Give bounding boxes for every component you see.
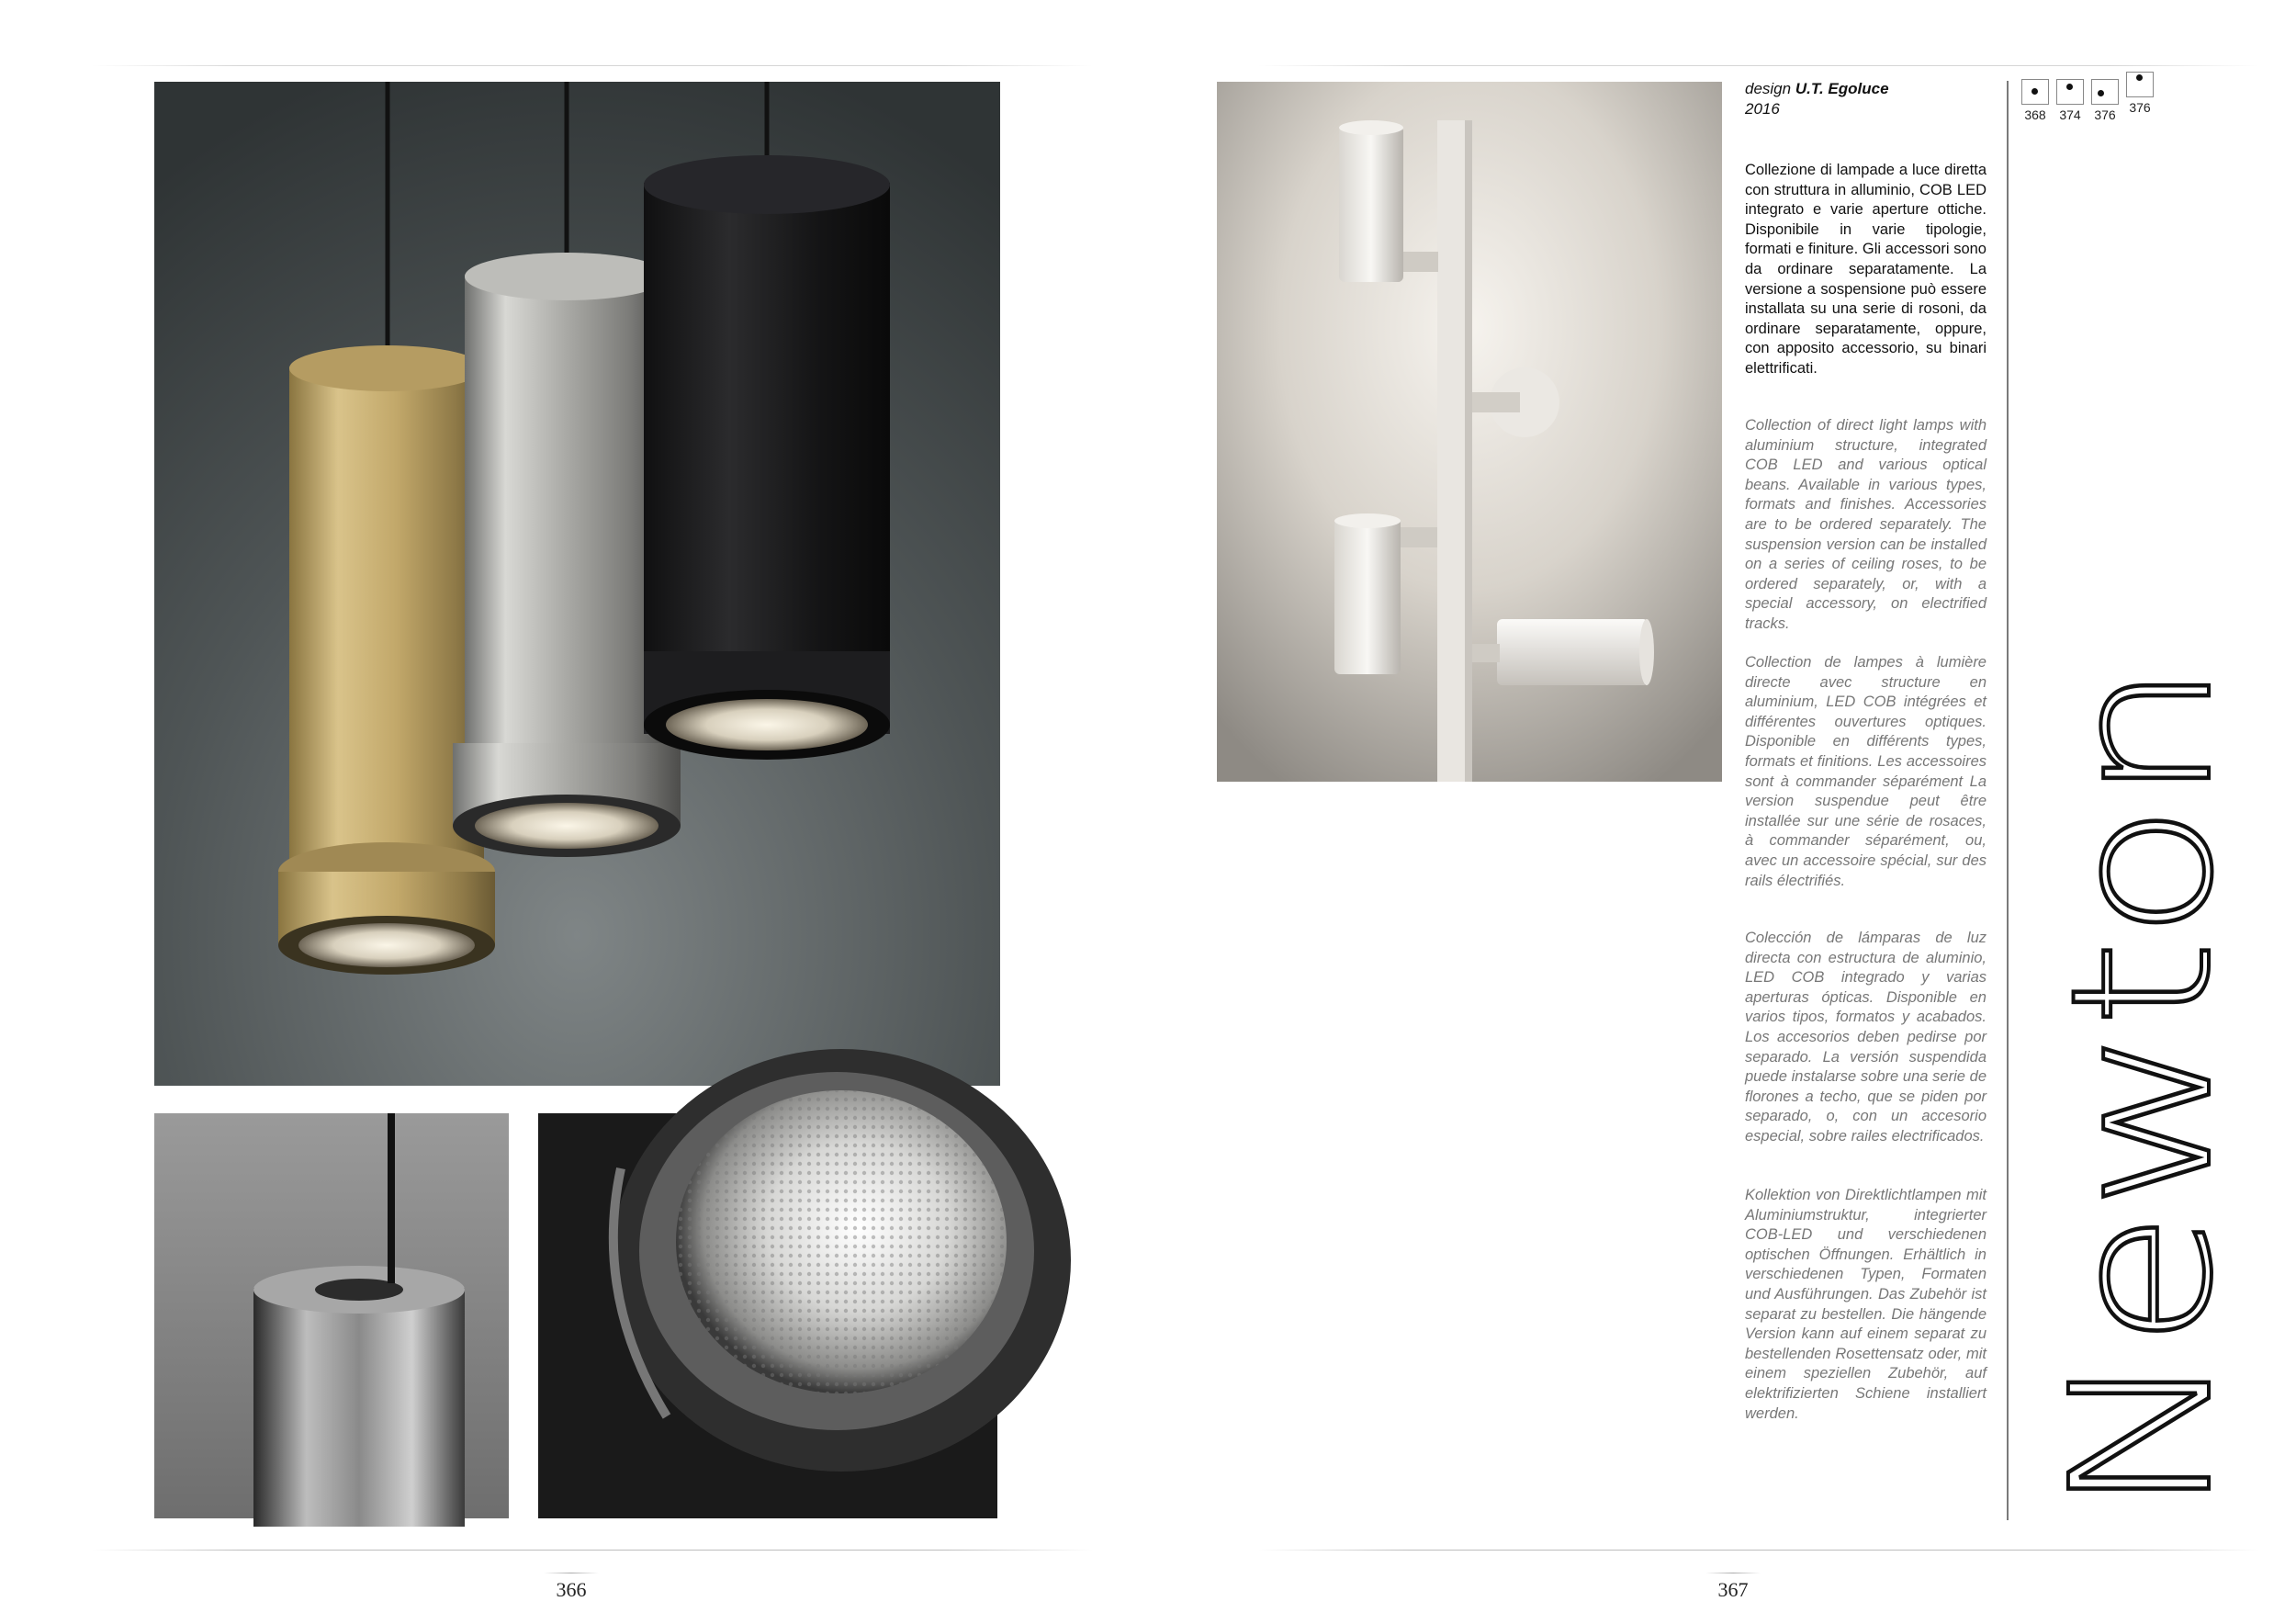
design-prefix: design: [1745, 80, 1792, 97]
photo-wall-spotlights: [1217, 82, 1722, 782]
product-title-vertical: [2011, 634, 2255, 1525]
description-italian: Collezione di lampade a luce diretta con struttura in alluminio, COB LED integrato e varie aperture ottiche. Disponibile in varie tipologie, formati e finiture. Gli accessori sono da ordinare separatamente. La versione a sospensione può essere installata su una serie di rosoni, da ordinare separatamente, oppure, con apposito accessorio, su binari elettrificati.: [1745, 162, 1986, 377]
page-number-right: 367: [1678, 1578, 1788, 1602]
page-number-left: 366: [516, 1578, 626, 1602]
description-french: Collection de lampes à lumière directe avec structure en aluminium, LED COB intégrées et différentes ouvertures optiques. Disponible en différents types, formats et finitions. Les accessoires sont à commander séparément La version suspendue peut être installée sur une série de rosaces, à commander séparément, ou, avec un accessoire spécial, sur des rails électrifiés.: [1745, 654, 1986, 889]
ceiling-lamp-icon: [2056, 79, 2084, 105]
top-rule-right: [1258, 65, 2259, 66]
bottom-rule-left: [92, 1550, 1093, 1551]
icon-page-ref-1: 368: [2024, 107, 2046, 122]
suspension-lamp-icon: [2021, 79, 2049, 105]
icon-cell-3: [2090, 79, 2120, 122]
icon-cell-4: [2125, 79, 2155, 122]
description-spanish: Colección de lámparas de luz directa con estructura de aluminio, LED COB integrado y varias aperturas ópticas. Disponible en varios tipos, formatos y acabados. Los accesorios deben pedirse por separado. La versión suspendida puede instalarse sobre una serie de florones a techo, que se piden por separado, o, con un accesorio especial, sobre railes electrificados.: [1745, 930, 1986, 1145]
wall-lamp-icon: [2091, 79, 2119, 105]
description-german: Kollektion von Direktlichtlampen mit Aluminiumstruktur, integrierter COB-LED und verschiedenen optischen Öffnungen. Erhältlich in verschiedenen Typen, Formaten und Ausführungen. Das Zubehör ist separat zu bestellen. Die hängende Version kann auf einem separat zu bestellenden Rosettensatz oder, mit einem speziellen Zubehör, auf elektrifizierten Schiene installiert werden.: [1745, 1187, 1986, 1422]
track-lamp-icon: [2126, 72, 2154, 97]
icon-page-ref-2: 374: [2059, 107, 2081, 122]
product-type-icons: [2020, 79, 2155, 122]
icon-cell-1: [2020, 79, 2050, 122]
design-year: 2016: [1745, 100, 1780, 118]
icon-page-ref-3: 376: [2094, 107, 2116, 122]
column-divider: [2007, 81, 2009, 1520]
icon-page-ref-4: 376: [2129, 100, 2151, 115]
bottom-rule-right: [1258, 1550, 2259, 1551]
icon-cell-2: [2055, 79, 2085, 122]
detail-photo-top-of-lamp: [154, 1113, 509, 1518]
product-title: Newton: [2030, 779, 2255, 1516]
description-english: Collection of direct light lamps with aluminium structure, integrated COB LED and various optical beans. Available in various types, formats and finishes. Accessories are to be ordered separately. The suspension version can be installed on a series of ceiling roses, to be ordered separately, or, with a special accessory, on electrified tracks.: [1745, 417, 1986, 632]
detail-photo-lens-closeup: [538, 1113, 997, 1518]
designer-credit: [1745, 79, 1984, 119]
designer-name: U.T. Egoluce: [1795, 80, 1889, 97]
top-rule-left: [92, 65, 1093, 66]
hero-photo-pendants: [154, 82, 1000, 1086]
